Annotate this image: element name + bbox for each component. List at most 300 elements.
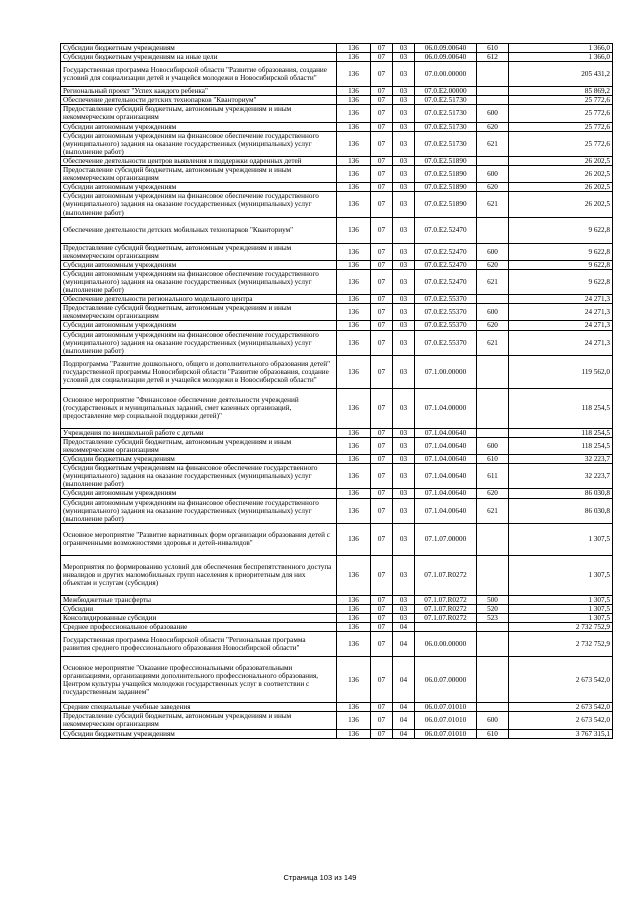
row-subsection-code: 03 — [393, 122, 415, 131]
row-subsection-code: 03 — [393, 428, 415, 437]
row-ministry-code: 136 — [337, 595, 371, 604]
row-amount: 24 271,3 — [509, 330, 613, 355]
row-section-code: 07 — [371, 498, 393, 523]
row-expense-type: 621 — [477, 330, 509, 355]
row-section-code: 07 — [371, 555, 393, 595]
row-amount: 119 562,0 — [509, 355, 613, 388]
row-expense-type: 600 — [477, 243, 509, 260]
row-section-code: 07 — [371, 657, 393, 703]
row-subsection-code: 03 — [393, 183, 415, 192]
table-row — [61, 604, 613, 613]
row-amount: 3 767 315,1 — [509, 729, 613, 738]
row-section-code: 07 — [371, 614, 393, 623]
row-amount: 1 307,5 — [509, 614, 613, 623]
row-name: Предоставление субсидий бюджетным, автономным учреждениям и иным некоммерческим организациям — [61, 105, 337, 122]
row-ministry-code: 136 — [337, 523, 371, 555]
row-name: Субсидии автономным учреждениям на финансовое обеспечение государственного (муниципального) задания на оказание государственных (муниципальных) услуг (выполнение работ) — [61, 498, 337, 523]
row-name: Предоставление субсидий бюджетным, автономным учреждениям и иным некоммерческим организациям — [61, 712, 337, 729]
row-ministry-code: 136 — [337, 295, 371, 304]
row-name: Предоставление субсидий бюджетным, автономным учреждениям и иным некоммерческим организациям — [61, 243, 337, 260]
row-target-article: 07.0.E2.51730 — [415, 131, 477, 156]
row-section-code: 07 — [371, 355, 393, 388]
table-row — [61, 269, 613, 294]
row-name: Основное мероприятие "Развитие вариативных форм организации образования детей с ограниченными возможностями здоровья и детей-инвалидов" — [61, 523, 337, 555]
row-name: Мероприятия по формированию условий для обеспечения беспрепятственного доступа инвалидов и других маломобильных групп населения к приоритетным для них объектам и услугам (субсидия) — [61, 555, 337, 595]
row-amount: 32 223,7 — [509, 464, 613, 489]
row-target-article: 07.0.E2.51890 — [415, 156, 477, 165]
table-row — [61, 614, 613, 623]
row-amount: 118 254,5 — [509, 428, 613, 437]
table-row — [61, 464, 613, 489]
table-row — [61, 729, 613, 738]
row-ministry-code: 136 — [337, 53, 371, 62]
budget-table — [60, 43, 613, 739]
row-ministry-code: 136 — [337, 498, 371, 523]
row-section-code: 07 — [371, 632, 393, 657]
row-expense-type: 620 — [477, 122, 509, 131]
row-target-article: 07.0.E2.51890 — [415, 183, 477, 192]
table-row — [61, 122, 613, 131]
row-name: Субсидии автономным учреждениям — [61, 122, 337, 131]
row-subsection-code: 03 — [393, 304, 415, 321]
row-expense-type: 621 — [477, 269, 509, 294]
row-ministry-code: 136 — [337, 614, 371, 623]
row-name: Обеспечение деятельности детских мобильных технопарков "Кванториум" — [61, 217, 337, 243]
row-subsection-code: 03 — [393, 498, 415, 523]
row-section-code: 07 — [371, 166, 393, 183]
row-ministry-code: 136 — [337, 703, 371, 712]
row-name: Обеспечение деятельности детских технопарков "Кванториум" — [61, 96, 337, 105]
row-amount: 24 271,3 — [509, 304, 613, 321]
row-target-article: 07.0.E2.51730 — [415, 96, 477, 105]
row-section-code: 07 — [371, 192, 393, 217]
row-section-code: 07 — [371, 131, 393, 156]
row-section-code: 07 — [371, 595, 393, 604]
row-subsection-code: 03 — [393, 489, 415, 498]
row-subsection-code: 03 — [393, 166, 415, 183]
row-target-article: 06.0.07.01010 — [415, 712, 477, 729]
table-row — [61, 437, 613, 454]
table-row — [61, 44, 613, 53]
row-target-article: 07.0.E2.00000 — [415, 87, 477, 96]
row-target-article: 07.1.04.00640 — [415, 498, 477, 523]
row-amount: 25 772,6 — [509, 105, 613, 122]
table-row — [61, 105, 613, 122]
table-row — [61, 304, 613, 321]
row-target-article: 06.0.09.00640 — [415, 53, 477, 62]
row-target-article: 06.0.07.01010 — [415, 729, 477, 738]
row-section-code: 07 — [371, 428, 393, 437]
row-target-article: 07.1.04.00640 — [415, 437, 477, 454]
row-name: Субсидии автономным учреждениям на финансовое обеспечение государственного (муниципального) задания на оказание государственных (муниципальных) услуг (выполнение работ) — [61, 192, 337, 217]
row-amount: 26 202,5 — [509, 183, 613, 192]
row-ministry-code: 136 — [337, 330, 371, 355]
row-name: Государственная программа Новосибирской области "Региональная программа развития среднего профессионального образования Новосибирской области" — [61, 632, 337, 657]
row-section-code: 07 — [371, 388, 393, 428]
row-subsection-code: 03 — [393, 105, 415, 122]
row-subsection-code: 03 — [393, 437, 415, 454]
row-subsection-code: 04 — [393, 729, 415, 738]
row-target-article: 07.0.E2.52470 — [415, 260, 477, 269]
table-row — [61, 192, 613, 217]
row-section-code: 07 — [371, 703, 393, 712]
row-expense-type: 600 — [477, 105, 509, 122]
row-amount: 25 772,6 — [509, 122, 613, 131]
row-target-article: 07.0.E2.52470 — [415, 243, 477, 260]
row-name: Субсидии бюджетным учреждениям — [61, 455, 337, 464]
row-target-article: 07.1.07.R0272 — [415, 555, 477, 595]
row-expense-type: 600 — [477, 437, 509, 454]
row-ministry-code: 136 — [337, 428, 371, 437]
row-expense-type — [477, 428, 509, 437]
row-target-article: 06.0.07.01010 — [415, 703, 477, 712]
row-amount: 26 202,5 — [509, 192, 613, 217]
row-target-article: 07.0.E2.51730 — [415, 105, 477, 122]
row-target-article: 07.0.E2.51730 — [415, 122, 477, 131]
row-amount: 118 254,5 — [509, 388, 613, 428]
row-name: Субсидии бюджетным учреждениям — [61, 729, 337, 738]
table-row — [61, 260, 613, 269]
row-expense-type: 610 — [477, 729, 509, 738]
row-section-code: 07 — [371, 87, 393, 96]
row-section-code: 07 — [371, 455, 393, 464]
row-target-article: 07.0.E2.52470 — [415, 269, 477, 294]
row-amount: 25 772,6 — [509, 96, 613, 105]
row-amount: 1 307,5 — [509, 523, 613, 555]
table-row — [61, 455, 613, 464]
row-subsection-code: 03 — [393, 614, 415, 623]
table-row — [61, 131, 613, 156]
table-row — [61, 295, 613, 304]
row-name: Субсидии бюджетным учреждениям на иные цели — [61, 53, 337, 62]
table-row — [61, 428, 613, 437]
row-ministry-code: 136 — [337, 96, 371, 105]
row-name: Государственная программа Новосибирской области "Развитие образования, создание условий для социализации детей и учащейся молодежи в Новосибирской области" — [61, 62, 337, 87]
row-ministry-code: 136 — [337, 183, 371, 192]
row-target-article: 07.0.E2.55370 — [415, 304, 477, 321]
row-amount: 2 673 542,0 — [509, 703, 613, 712]
row-section-code: 07 — [371, 523, 393, 555]
row-expense-type: 600 — [477, 712, 509, 729]
row-amount: 86 030,8 — [509, 489, 613, 498]
table-row — [61, 498, 613, 523]
row-target-article: 07.1.07.00000 — [415, 523, 477, 555]
table-row — [61, 87, 613, 96]
row-ministry-code: 136 — [337, 388, 371, 428]
row-amount: 118 254,5 — [509, 437, 613, 454]
row-target-article: 07.0.E2.51890 — [415, 166, 477, 183]
row-section-code: 07 — [371, 604, 393, 613]
row-section-code: 07 — [371, 464, 393, 489]
row-subsection-code: 03 — [393, 87, 415, 96]
row-amount: 9 622,8 — [509, 243, 613, 260]
row-name: Межбюджетные трансферты — [61, 595, 337, 604]
row-subsection-code: 03 — [393, 295, 415, 304]
row-ministry-code: 136 — [337, 122, 371, 131]
row-name: Субсидии автономным учреждениям на финансовое обеспечение государственного (муниципального) задания на оказание государственных (муниципальных) услуг (выполнение работ) — [61, 131, 337, 156]
row-expense-type — [477, 703, 509, 712]
table-row — [61, 555, 613, 595]
row-expense-type: 620 — [477, 260, 509, 269]
row-ministry-code: 136 — [337, 156, 371, 165]
row-subsection-code: 03 — [393, 388, 415, 428]
row-target-article: 07.1.07.R0272 — [415, 614, 477, 623]
row-section-code: 07 — [371, 105, 393, 122]
row-subsection-code: 03 — [393, 355, 415, 388]
row-subsection-code: 04 — [393, 623, 415, 632]
row-name: Предоставление субсидий бюджетным, автономным учреждениям и иным некоммерческим организациям — [61, 166, 337, 183]
row-expense-type — [477, 623, 509, 632]
row-target-article: 06.0.09.00640 — [415, 44, 477, 53]
row-target-article: 07.1.04.00640 — [415, 428, 477, 437]
row-name: Субсидии автономным учреждениям на финансовое обеспечение государственного (муниципального) задания на оказание государственных (муниципальных) услуг (выполнение работ) — [61, 330, 337, 355]
row-expense-type: 621 — [477, 498, 509, 523]
row-amount: 2 673 542,0 — [509, 657, 613, 703]
table-row — [61, 183, 613, 192]
row-subsection-code: 03 — [393, 131, 415, 156]
page-footer: Страница 103 из 149 — [283, 873, 357, 882]
row-name: Субсидии — [61, 604, 337, 613]
row-name: Подпрограмма "Развитие дошкольного, общего и дополнительного образования детей" государственной программы Новосибирской области "Развитие образования, создание условий для социализации детей и учащейся молодежи в Новосибирской области" — [61, 355, 337, 388]
row-section-code: 07 — [371, 243, 393, 260]
row-subsection-code: 03 — [393, 464, 415, 489]
row-name: Среднее профессиональное образование — [61, 623, 337, 632]
row-target-article: 06.0.07.00000 — [415, 657, 477, 703]
table-row — [61, 330, 613, 355]
row-expense-type — [477, 62, 509, 87]
row-ministry-code: 136 — [337, 192, 371, 217]
row-amount: 1 366,0 — [509, 53, 613, 62]
row-amount: 2 732 752,9 — [509, 632, 613, 657]
row-expense-type — [477, 388, 509, 428]
row-name: Учреждения по внешкольной работе с детьми — [61, 428, 337, 437]
row-section-code: 07 — [371, 623, 393, 632]
row-expense-type: 620 — [477, 321, 509, 330]
row-name: Субсидии бюджетным учреждениям на финансовое обеспечение государственного (муниципального) задания на оказание государственных (муниципальных) услуг (выполнение работ) — [61, 464, 337, 489]
row-expense-type — [477, 657, 509, 703]
row-section-code: 07 — [371, 53, 393, 62]
row-section-code: 07 — [371, 729, 393, 738]
row-section-code: 07 — [371, 321, 393, 330]
row-amount: 9 622,8 — [509, 269, 613, 294]
row-subsection-code: 03 — [393, 243, 415, 260]
row-subsection-code: 03 — [393, 321, 415, 330]
row-ministry-code: 136 — [337, 464, 371, 489]
row-target-article: 07.1.04.00640 — [415, 455, 477, 464]
row-name: Субсидии бюджетным учреждениям — [61, 44, 337, 53]
row-subsection-code: 04 — [393, 657, 415, 703]
row-subsection-code: 03 — [393, 595, 415, 604]
row-name: Основное мероприятие "Оказание профессиональными образовательными организациями, организациями дополнительного профессионального образования, Центром культуры учащейся молодежи государственных услуг в соответствии с государственным заданием" — [61, 657, 337, 703]
row-subsection-code: 03 — [393, 44, 415, 53]
row-section-code: 07 — [371, 269, 393, 294]
row-name: Консолидированные субсидии — [61, 614, 337, 623]
row-amount: 1 366,0 — [509, 44, 613, 53]
row-target-article: 07.0.E2.55370 — [415, 321, 477, 330]
row-target-article — [415, 623, 477, 632]
row-name: Субсидии автономным учреждениям на финансовое обеспечение государственного (муниципального) задания на оказание государственных (муниципальных) услуг (выполнение работ) — [61, 269, 337, 294]
row-amount: 9 622,8 — [509, 217, 613, 243]
row-expense-type: 620 — [477, 183, 509, 192]
row-expense-type — [477, 96, 509, 105]
table-row — [61, 623, 613, 632]
row-expense-type: 612 — [477, 53, 509, 62]
row-amount: 1 307,5 — [509, 604, 613, 613]
row-expense-type — [477, 295, 509, 304]
row-expense-type — [477, 555, 509, 595]
row-amount: 85 869,2 — [509, 87, 613, 96]
row-name: Обеспечение деятельности регионального модельного центра — [61, 295, 337, 304]
row-ministry-code: 136 — [337, 304, 371, 321]
row-ministry-code: 136 — [337, 105, 371, 122]
row-amount: 2 673 542,0 — [509, 712, 613, 729]
row-section-code: 07 — [371, 330, 393, 355]
row-expense-type: 621 — [477, 131, 509, 156]
row-name: Предоставление субсидий бюджетным, автономным учреждениям и иным некоммерческим организациям — [61, 437, 337, 454]
row-ministry-code: 136 — [337, 269, 371, 294]
row-expense-type — [477, 217, 509, 243]
row-section-code: 07 — [371, 217, 393, 243]
row-section-code: 07 — [371, 156, 393, 165]
table-row — [61, 355, 613, 388]
table-row — [61, 388, 613, 428]
row-name: Субсидии автономным учреждениям — [61, 183, 337, 192]
row-name: Субсидии автономным учреждениям — [61, 321, 337, 330]
row-target-article: 06.0.00.00000 — [415, 632, 477, 657]
row-amount: 1 307,5 — [509, 555, 613, 595]
row-ministry-code: 136 — [337, 321, 371, 330]
row-ministry-code: 136 — [337, 555, 371, 595]
row-target-article: 07.0.E2.51890 — [415, 192, 477, 217]
row-expense-type: 523 — [477, 614, 509, 623]
row-subsection-code: 03 — [393, 260, 415, 269]
row-expense-type: 611 — [477, 464, 509, 489]
row-section-code: 07 — [371, 304, 393, 321]
row-expense-type: 520 — [477, 604, 509, 613]
row-expense-type: 600 — [477, 304, 509, 321]
row-ministry-code: 136 — [337, 623, 371, 632]
table-row — [61, 217, 613, 243]
row-amount: 9 622,8 — [509, 260, 613, 269]
row-name: Средние специальные учебные заведения — [61, 703, 337, 712]
row-subsection-code: 04 — [393, 712, 415, 729]
row-amount: 1 307,5 — [509, 595, 613, 604]
row-target-article: 07.1.07.R0272 — [415, 604, 477, 613]
row-subsection-code: 03 — [393, 269, 415, 294]
table-row — [61, 96, 613, 105]
row-subsection-code: 03 — [393, 156, 415, 165]
row-section-code: 07 — [371, 260, 393, 269]
row-subsection-code: 03 — [393, 604, 415, 613]
row-expense-type — [477, 523, 509, 555]
row-section-code: 07 — [371, 437, 393, 454]
row-expense-type — [477, 87, 509, 96]
row-ministry-code: 136 — [337, 712, 371, 729]
row-subsection-code: 03 — [393, 455, 415, 464]
table-row — [61, 62, 613, 87]
row-amount: 2 732 752,9 — [509, 623, 613, 632]
row-target-article: 07.0.E2.52470 — [415, 217, 477, 243]
table-row — [61, 243, 613, 260]
row-ministry-code: 136 — [337, 217, 371, 243]
row-section-code: 07 — [371, 489, 393, 498]
row-expense-type: 500 — [477, 595, 509, 604]
row-target-article: 07.1.04.00000 — [415, 388, 477, 428]
row-expense-type: 621 — [477, 192, 509, 217]
row-ministry-code: 136 — [337, 87, 371, 96]
row-section-code: 07 — [371, 183, 393, 192]
row-amount: 205 431,2 — [509, 62, 613, 87]
row-target-article: 07.1.07.R0272 — [415, 595, 477, 604]
row-subsection-code: 03 — [393, 53, 415, 62]
table-row — [61, 321, 613, 330]
row-amount: 26 202,5 — [509, 166, 613, 183]
row-target-article: 07.0.00.00000 — [415, 62, 477, 87]
row-section-code: 07 — [371, 62, 393, 87]
table-row — [61, 632, 613, 657]
row-subsection-code: 03 — [393, 330, 415, 355]
row-ministry-code: 136 — [337, 489, 371, 498]
row-ministry-code: 136 — [337, 632, 371, 657]
row-subsection-code: 03 — [393, 96, 415, 105]
row-subsection-code: 03 — [393, 217, 415, 243]
row-name: Региональный проект "Успех каждого ребенка" — [61, 87, 337, 96]
row-target-article: 07.1.04.00640 — [415, 464, 477, 489]
row-subsection-code: 03 — [393, 62, 415, 87]
row-amount: 25 772,6 — [509, 131, 613, 156]
table-row — [61, 166, 613, 183]
row-section-code: 07 — [371, 295, 393, 304]
row-subsection-code: 03 — [393, 192, 415, 217]
row-ministry-code: 136 — [337, 243, 371, 260]
row-amount: 24 271,3 — [509, 295, 613, 304]
table-row — [61, 712, 613, 729]
row-ministry-code: 136 — [337, 355, 371, 388]
row-expense-type — [477, 156, 509, 165]
row-name: Субсидии автономным учреждениям — [61, 489, 337, 498]
row-section-code: 07 — [371, 122, 393, 131]
row-expense-type: 610 — [477, 455, 509, 464]
row-ministry-code: 136 — [337, 166, 371, 183]
table-row — [61, 156, 613, 165]
table-row — [61, 489, 613, 498]
row-name: Основное мероприятие "Финансовое обеспечение деятельности учреждений (государственных и муниципальных заданий, смет казенных организаций, предоставление мер социальной поддержки детей)" — [61, 388, 337, 428]
row-ministry-code: 136 — [337, 604, 371, 613]
row-target-article: 07.0.E2.55370 — [415, 295, 477, 304]
row-subsection-code: 03 — [393, 555, 415, 595]
table-row — [61, 703, 613, 712]
row-name: Предоставление субсидий бюджетным, автономным учреждениям и иным некоммерческим организациям — [61, 304, 337, 321]
row-section-code: 07 — [371, 712, 393, 729]
row-name: Субсидии автономным учреждениям — [61, 260, 337, 269]
row-ministry-code: 136 — [337, 44, 371, 53]
row-target-article: 07.1.04.00640 — [415, 489, 477, 498]
row-expense-type: 610 — [477, 44, 509, 53]
table-row — [61, 657, 613, 703]
row-expense-type — [477, 632, 509, 657]
row-ministry-code: 136 — [337, 437, 371, 454]
row-ministry-code: 136 — [337, 131, 371, 156]
table-row — [61, 53, 613, 62]
budget-table-body — [61, 44, 613, 739]
row-expense-type: 600 — [477, 166, 509, 183]
row-ministry-code: 136 — [337, 455, 371, 464]
row-target-article: 07.0.E2.55370 — [415, 330, 477, 355]
table-row — [61, 523, 613, 555]
row-subsection-code: 03 — [393, 523, 415, 555]
row-ministry-code: 136 — [337, 657, 371, 703]
row-ministry-code: 136 — [337, 260, 371, 269]
